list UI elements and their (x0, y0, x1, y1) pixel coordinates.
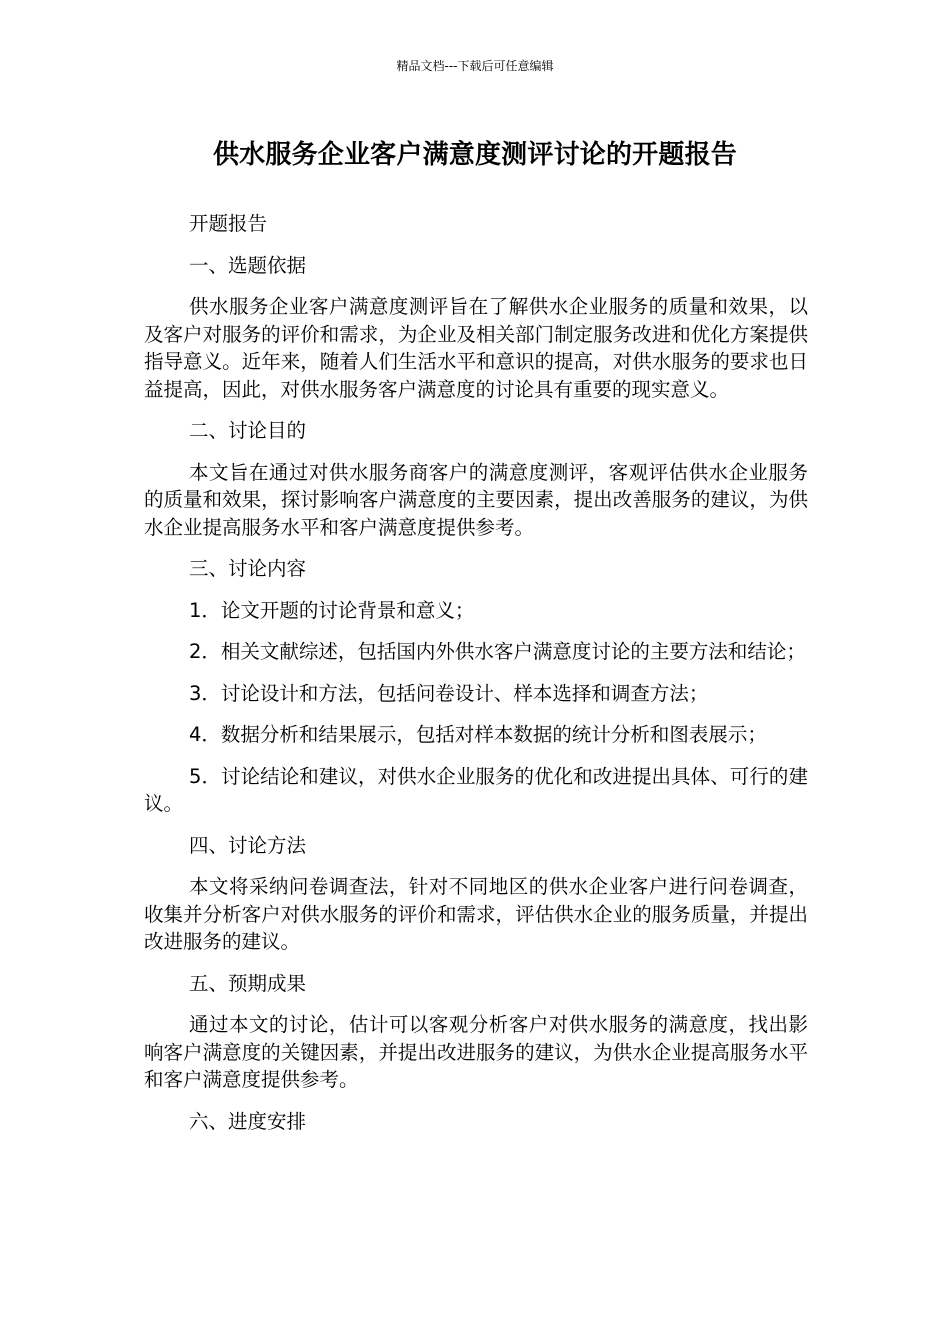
list-item-content-1: 1．论文开题的讨论背景和意义； (189, 598, 475, 622)
list-item-content-3: 3．讨论设计和方法，包括问卷设计、样本选择和调查方法； (189, 681, 709, 705)
paragraph-purpose: 本文旨在通过对供水服务商客户的满意度测评，客观评估供水企业服务的质量和效果，探讨影响客户满意度的主要因素，提出改善服务的建议，为供水企业提高服务水平和客户满意度提供参考。 (144, 460, 808, 539)
paragraph-results: 通过本文的讨论，估计可以客观分析客户对供水服务的满意度，找出影响客户满意度的关键因素，并提出改进服务的建议，为供水企业提高服务水平和客户满意度提供参考。 (144, 1013, 808, 1091)
section-heading-content: 三、讨论内容 (189, 557, 307, 580)
section-heading-basis: 一、选题依据 (189, 253, 307, 277)
section-heading-schedule: 六、进度安排 (189, 1109, 307, 1133)
paragraph-method: 本文将采纳问卷调查法，针对不同地区的供水企业客户进行问卷调查，收集并分析客户对供水服务的评价和需求，评估供水企业的服务质量，并提出改进服务的建议。 (144, 875, 808, 953)
section-heading-purpose: 二、讨论目的 (189, 419, 307, 442)
section-heading-results: 五、预期成果 (189, 971, 307, 995)
paragraph-basis: 供水服务企业客户满意度测评旨在了解供水企业服务的质量和效果，以及客户对服务的评价和需求，为企业及相关部门制定服务改进和优化方案提供指导意义。近年来，随着人们生活水平和意识的提高，对供水服务的要求也日益提高，因此，对供水服务客户满意度的讨论具有重要的现实意义。 (144, 295, 808, 401)
list-item-content-4: 4．数据分析和结果展示，包括对样本数据的统计分析和图表展示； (189, 723, 767, 746)
paragraph-report-label: 开题报告 (189, 212, 268, 235)
document-title: 供水服务企业客户满意度测评讨论的开题报告 (212, 140, 737, 170)
section-heading-method: 四、讨论方法 (189, 833, 307, 857)
document-body (144, 210, 808, 1149)
list-item-content-2: 2．相关文献综述，包括国内外供水客户满意度讨论的主要方法和结论； (189, 640, 806, 663)
list-item-content-5: 5．讨论结论和建议，对供水企业服务的优化和改进提出具体、可行的建议。 (144, 764, 808, 815)
page-header-note: 精品文档---下载后可任意编辑 (396, 59, 554, 73)
